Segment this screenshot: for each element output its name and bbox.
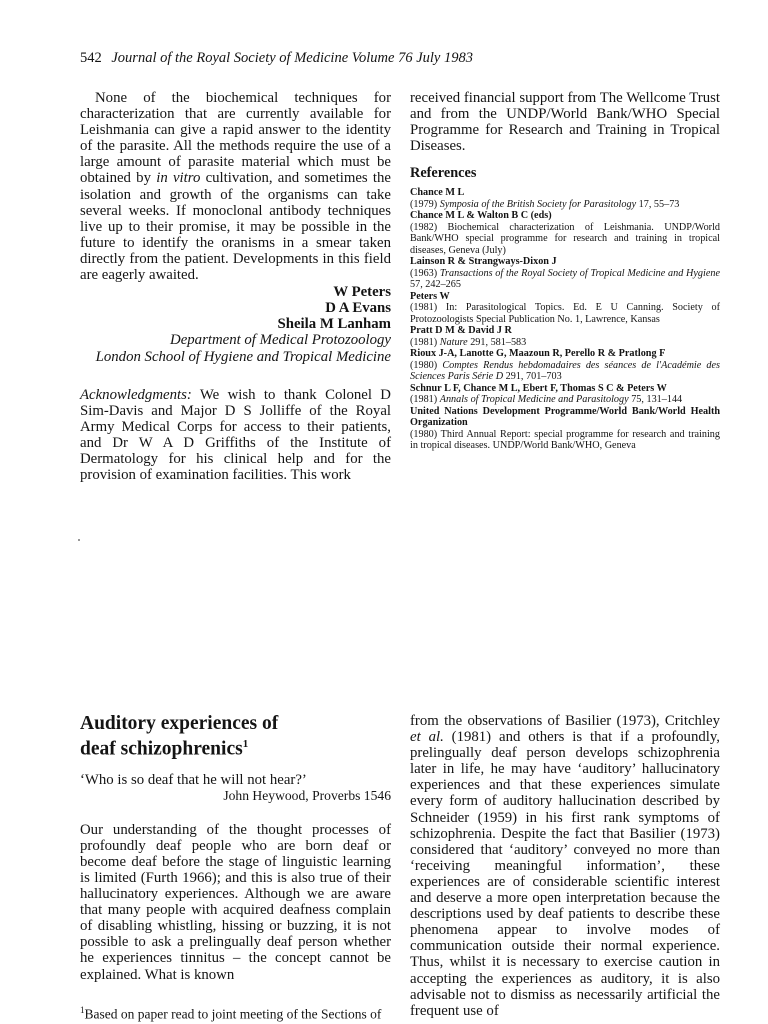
conclusion-italic: in vitro [156,170,201,187]
article1-right-column [410,90,720,452]
reference-entry [410,325,720,348]
reference-entry [410,406,720,452]
reference-citation [410,199,720,211]
reference-citation [410,360,720,383]
reference-text-pre: (1981) [410,336,440,348]
reference-authors: Lainson R & Strangways-Dixon J [410,256,557,268]
running-header [80,50,473,67]
conclusion-text: None of the biochemical techniques for characterization that are currently available for Leishmania can give a rapid answer to the identity of the parasite. All the methods require the use of a large amount of parasite material which must be obtained by [80,90,391,187]
acknowledgments-label: Acknowledgments: [80,386,192,403]
conclusion-paragraph [80,90,391,283]
reference-citation [410,268,720,291]
footnote-text: Based on paper read to joint meeting of the Sections of [84,1006,382,1022]
reference-text-post: 17, 55–73 [636,198,680,210]
article2-body-left: Our understanding of the thought processes of profoundly deaf people who are born deaf or become deaf before the stage of linguistic learning is limited (Furth 1966); and this is also true of their hallucinatory experiences. Although we are aware that many people with acquired deafness complain of disabling whistling, hissing or buzzing, it is not possible to ask a prelingually deaf person whether he experiences tinnitus – the concept cannot be explained. What is known [80,821,391,983]
article-title [80,713,391,760]
body-right-text-end: (1981) and others is that if a profoundly, prelingually deaf person develops schizophrenia later in life, he may have ‘auditory’ hallucinatory experiences and that these experiences simulate every form of auditory hallucination described by Schneider (1959) in his first rank symptoms of schizophrenia. Despite the fact that Basilier (1973) considered that ‘auditory’ conveyed no more than ‘receiving meaningful information’, these experiences are of considerable scientific interest and deserve a more open interpretation because the descriptions used by deaf patients to describe these phenomena appear to involve modes of communication outside their normal experience. Thus, whilst it is necessary to exercise caution in accepting the experiences as auditory, it is also advisable not to dismiss as necessarily artificial the frequent use of [410,729,720,1019]
reference-entry [410,348,720,383]
footnote [80,1002,391,1023]
reference-citation [410,394,720,406]
author-d-a-evans: D A Evans [325,300,391,317]
reference-authors: United Nations Development Programme/World Bank/World Health Organization [410,405,720,429]
reference-authors: Peters W [410,290,450,302]
reference-citation [410,337,720,349]
footnote-mark: 1 [80,1004,85,1015]
reference-authors: Schnur L F, Chance M L, Ebert F, Thomas S C & Peters W [410,382,667,394]
reference-list [410,187,720,452]
acknowledgments-text: We wish to thank Colonel D Sim-Davis and Major D S Jolliffe of the Royal Army Medical Corps for access to their patients, and Dr W A D Griffiths of the Institute of Dermatology for his clinical help and for the provision of examination facilities. This work [80,386,391,484]
author-sheila-lanham: Sheila M Lanham [277,316,391,333]
acknowledgments-continued: received financial support from The Wellcome Trust and from the UNDP/World Bank/WHO Special Programme for Research and Training in Tropical Diseases. [410,90,720,155]
reference-authors: Rioux J-A, Lanotte G, Maazoun R, Perello R & Pratlong F [410,348,666,360]
reference-entry [410,187,720,210]
scan-speck [78,539,80,541]
body-right-italic: et al. [410,729,444,746]
reference-text-pre: (1981) In: Parasitological Topics. Ed. E U Canning. Society of Protozoologists Special Publication No. 1, Lawrence, Kansas [410,302,720,325]
reference-entry [410,256,720,291]
journal-title: Journal of the Royal Society of Medicine Volume 76 July 1983 [111,50,473,66]
reference-text-italic: Nature [439,336,468,348]
reference-text-pre: (1979) [410,198,440,210]
reference-text-pre: (1980) [410,359,443,371]
title-line-2: deaf schizophrenics [80,738,243,760]
reference-text-italic: Annals of Tropical Medicine and Parasitology [439,394,629,406]
reference-entry [410,210,720,256]
reference-text-italic: Symposia of the British Society for Parasitology [439,198,637,210]
reference-text-pre: (1981) [410,394,440,406]
page-number: 542 [80,50,102,66]
reference-text-italic: Comptes Rendus hebdomadaires des séances de l'Académie des Sciences Paris Série D [410,359,720,383]
reference-authors: Chance M L [410,187,465,199]
affiliation-department: Department of Medical Protozoology [170,332,391,349]
reference-text-post: 291, 581–583 [467,336,527,348]
affiliation-school: London School of Hygiene and Tropical Medicine [95,348,391,365]
article1-left-column [80,90,391,483]
reference-citation [410,429,720,452]
reference-authors: Pratt D M & David J R [410,325,512,337]
acknowledgments-paragraph [80,387,391,484]
references-heading: References [410,165,477,182]
reference-text-post: 75, 131–144 [628,394,683,406]
reference-citation [410,222,720,257]
title-line-1: Auditory experiences of [80,713,279,734]
reference-text-pre: (1980) Third Annual Report: special programme for research and training in tropical diseases. UNDP/World Bank/WHO, Geneva [410,428,720,452]
conclusion-text-end: cultivation, and sometimes the isolation and growth of the organisms can take several weeks. If monoclonal antibody techniques live up to their promise, it may be possible in the future to identify the oranisms in a smear taken directly from the patient. Developments in this field are eagerly awaited. [80,170,391,284]
reference-text-pre: (1982) Biochemical characterization of Leishmania. UNDP/World Bank/WHO special programme for research and training in tropical diseases, Geneva (July) [410,221,720,256]
reference-entry [410,383,720,406]
reference-citation [410,302,720,325]
epigraph-source: John Heywood, Proverbs 1546 [223,787,391,803]
reference-text-post: 291, 701–703 [503,371,562,383]
article2-left-column [80,713,391,1022]
reference-text-italic: Transactions of the Royal Society of Tropical Medicine and Hygiene [439,267,720,279]
article2-right-column [410,713,720,1019]
title-footnote-mark: 1 [242,738,249,750]
author-w-peters: W Peters [333,284,391,301]
reference-authors: Chance M L & Walton B C (eds) [410,210,552,222]
article2-body-right [410,713,720,1019]
body-right-text: from the observations of Basilier (1973), Critchley [410,713,720,729]
epigraph: ‘Who is so deaf that he will not hear?’ [80,771,307,788]
reference-text-post: 57, 242–265 [410,279,461,291]
reference-text-pre: (1963) [410,267,440,279]
reference-entry [410,291,720,326]
